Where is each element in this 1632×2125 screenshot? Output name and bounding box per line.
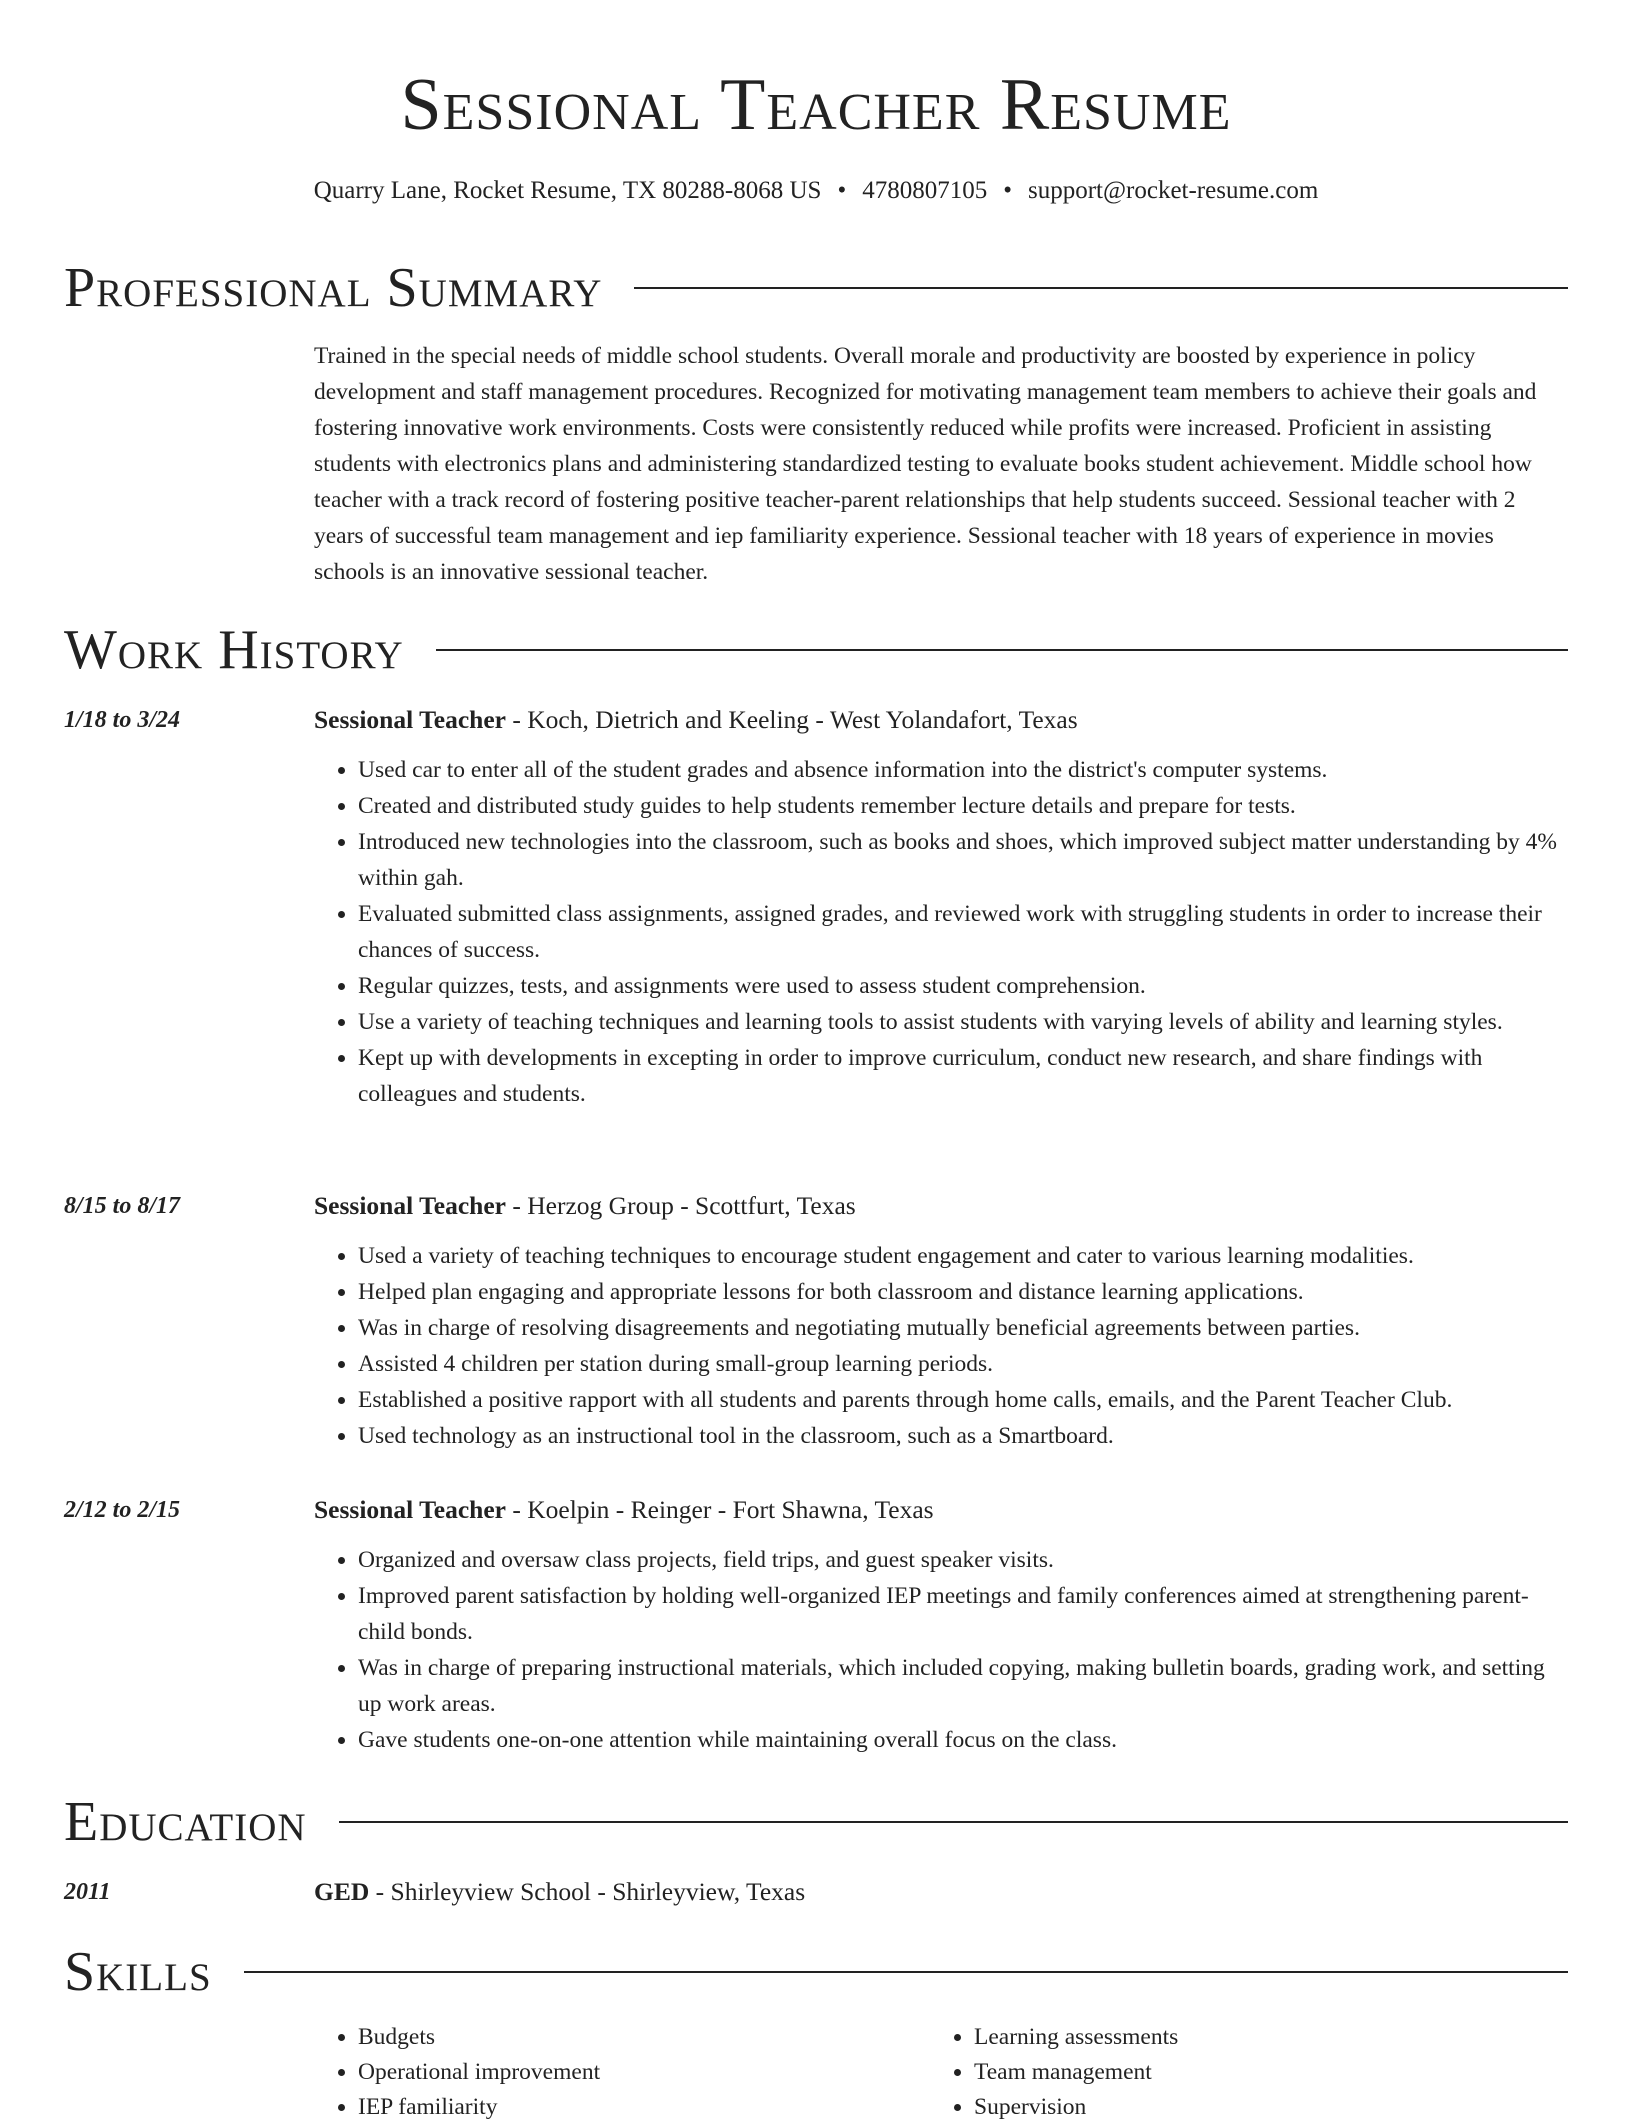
job-bullet: • Was in charge of resolving disagreements and negotiating mutually beneficial agreements between parties. <box>358 1310 1568 1346</box>
job-bullets <box>314 1542 1568 1758</box>
job-title: Sessional Teacher <box>314 1191 506 1220</box>
work-heading: Work History <box>64 619 404 681</box>
job-bullet: • Used technology as an instructional tool in the classroom, such as a Smartboard. <box>358 1418 1568 1454</box>
job-bullet: • Use a variety of teaching techniques and learning tools to assist students with varying levels of ability and learning styles. <box>358 1004 1568 1040</box>
education-school: - Shirleyview School - Shirleyview, Texas <box>369 1877 806 1906</box>
job-bullet: • Regular quizzes, tests, and assignments were used to assess student comprehension. <box>358 968 1568 1004</box>
section-divider <box>634 287 1568 289</box>
job-dates: 1/18 to 3/24 <box>64 707 181 733</box>
job-bullet: • Kept up with developments in excepting in order to improve curriculum, conduct new research, and share findings with colleagues and students. <box>358 1040 1568 1112</box>
job-title-line <box>314 1492 1568 1528</box>
section-divider <box>339 1821 1568 1823</box>
job-employer: - Koch, Dietrich and Keeling - West Yolandafort, Texas <box>506 705 1078 734</box>
education-section-header <box>64 1790 1568 1854</box>
job-bullet: • Assisted 4 children per station during small-group learning periods. <box>358 1346 1568 1382</box>
education-degree: GED <box>314 1877 370 1906</box>
resume-title: Sessional Teacher Resume <box>400 64 1232 146</box>
job-bullet: • Introduced new technologies into the classroom, such as books and shoes, which improved subject matter understanding by 4% within gah. <box>358 824 1568 896</box>
skills-list-right <box>930 2020 1534 2125</box>
summary-section-header <box>64 256 1568 320</box>
job-title: Sessional Teacher <box>314 705 506 734</box>
job-employer: - Herzog Group - Scottfurt, Texas <box>506 1191 856 1220</box>
job-bullet: • Was in charge of preparing instructional materials, which included copying, making bulletin boards, grading work, and setting up work areas. <box>358 1650 1568 1722</box>
education-entry <box>314 1874 1568 1910</box>
education-line <box>314 1874 1568 1910</box>
contact-line <box>0 174 1632 208</box>
job-bullet: • Improved parent satisfaction by holding well-organized IEP meetings and family conferences aimed at strengthening parent-child bonds. <box>358 1578 1568 1650</box>
section-divider <box>244 1971 1568 1973</box>
contact-separator: • <box>1003 177 1012 204</box>
skills-heading: Skills <box>64 1941 212 2003</box>
job-bullets <box>314 1238 1568 1454</box>
job-title-line <box>314 702 1568 738</box>
skill-item: • Budgets <box>358 2020 918 2055</box>
job-bullet: • Gave students one-on-one attention while maintaining overall focus on the class. <box>358 1722 1568 1758</box>
contact-email: support@rocket-resume.com <box>1028 177 1319 204</box>
section-divider <box>436 649 1568 651</box>
job-bullet: • Helped plan engaging and appropriate lessons for both classroom and distance learning applications. <box>358 1274 1568 1310</box>
summary-text: Trained in the special needs of middle school students. Overall morale and productivity are boosted by experience in policy development and staff management procedures. Recognized for motivating management team members to achieve their goals and fostering innovative work environments. Costs were consistently reduced while profits were increased. Proficient in assisting students with electronics plans and administering standardized testing to evaluate books student achievement. Middle school how teacher with a track record of fostering positive teacher-parent relationships that help students succeed. Sessional teacher with 2 years of successful team management and iep familiarity experience. Sessional teacher with 18 years of experience in movies schools is an innovative sessional teacher. <box>314 343 1537 585</box>
job-bullet: • Used car to enter all of the student grades and absence information into the district's computer systems. <box>358 752 1568 788</box>
education-year: 2011 <box>64 1879 111 1905</box>
skill-item: • IEP familiarity <box>358 2090 918 2125</box>
skill-item: • Learning assessments <box>974 2020 1534 2055</box>
skill-item: • Team management <box>974 2055 1534 2090</box>
skill-item: • Supervision <box>974 2090 1534 2125</box>
contact-separator: • <box>837 177 847 204</box>
job-dates: 8/15 to 8/17 <box>64 1193 181 1219</box>
education-heading: Education <box>64 1791 307 1853</box>
job-title-line <box>314 1188 1568 1224</box>
job-bullet: • Evaluated submitted class assignments, assigned grades, and reviewed work with struggling students in order to increase their chances of success. <box>358 896 1568 968</box>
work-section-header <box>64 618 1568 682</box>
job-entry <box>314 1492 1568 1758</box>
job-title: Sessional Teacher <box>314 1495 506 1524</box>
contact-address: Quarry Lane, Rocket Resume, TX 80288-8068 US <box>313 177 822 204</box>
job-entry <box>314 1188 1568 1454</box>
job-dates: 2/12 to 2/15 <box>64 1497 181 1523</box>
job-bullet: • Used a variety of teaching techniques to encourage student engagement and cater to various learning modalities. <box>358 1238 1568 1274</box>
skills-section-header <box>64 1940 1568 2004</box>
job-employer: - Koelpin - Reinger - Fort Shawna, Texas <box>506 1495 934 1524</box>
contact-phone: 4780807105 <box>862 177 988 204</box>
job-entry <box>314 702 1568 1112</box>
skills-list-left <box>314 2020 918 2125</box>
job-bullets <box>314 752 1568 1112</box>
job-bullet: • Created and distributed study guides to help students remember lecture details and prepare for tests. <box>358 788 1568 824</box>
job-bullet: • Established a positive rapport with all students and parents through home calls, emails, and the Parent Teacher Club. <box>358 1382 1568 1418</box>
job-bullet: • Organized and oversaw class projects, field trips, and guest speaker visits. <box>358 1542 1568 1578</box>
skill-item: • Operational improvement <box>358 2055 918 2090</box>
summary-heading: Professional Summary <box>64 257 603 319</box>
